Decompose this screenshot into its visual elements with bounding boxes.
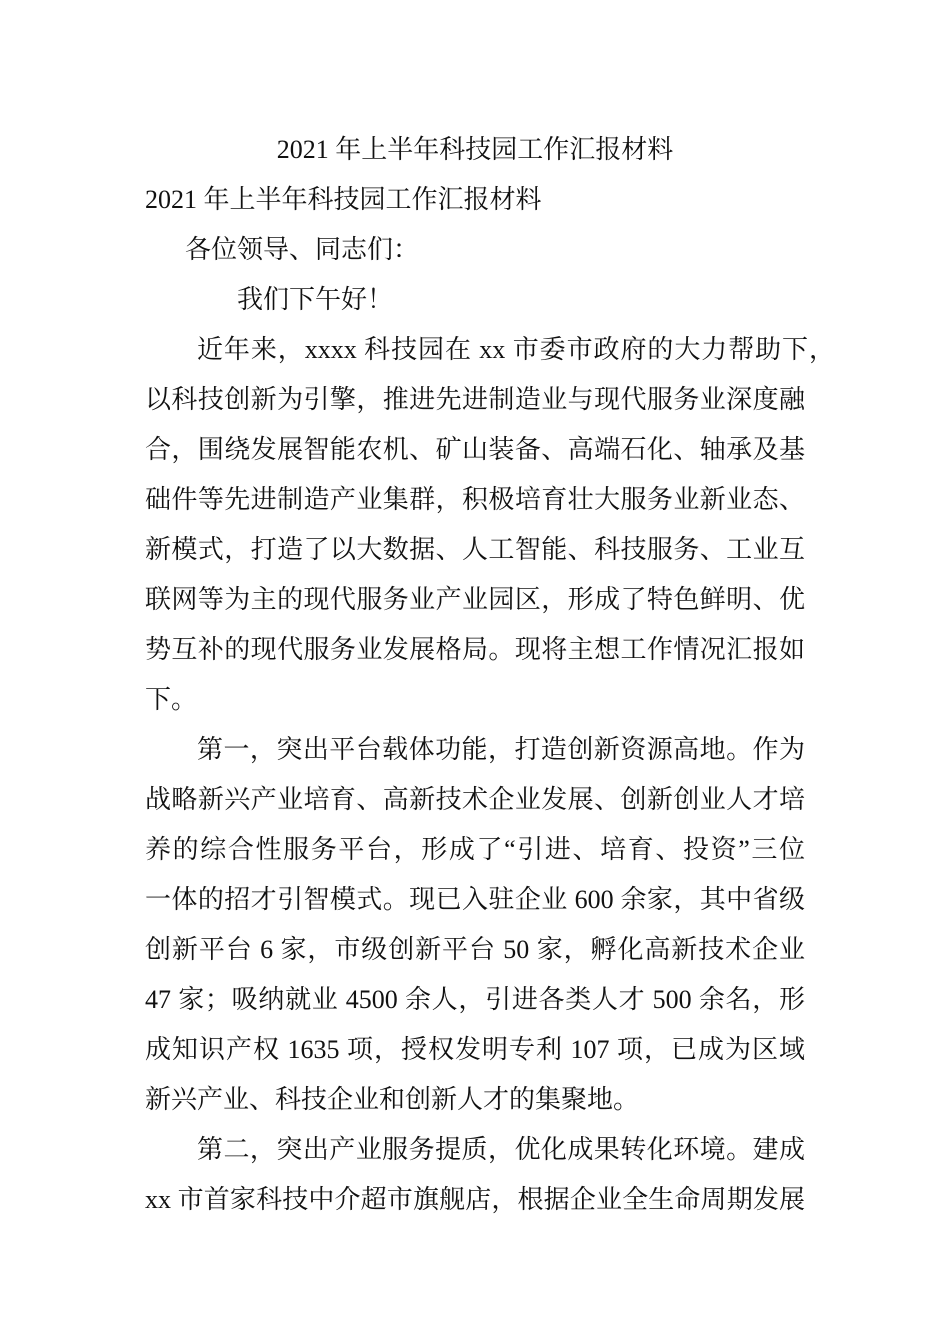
document-heading: 2021 年上半年科技园工作汇报材料 xyxy=(145,185,542,214)
document-body xyxy=(145,125,835,1225)
paragraph-line: 联网等为主的现代服务业产业园区，形成了特色鲜明、优 xyxy=(145,585,805,614)
paragraph-line: 以科技创新为引擎，推进先进制造业与现代服务业深度融 xyxy=(145,385,805,414)
paragraph-line: 一体的招才引智模式。现已入驻企业 600 余家，其中省级 xyxy=(145,885,805,914)
paragraph-line: 养的综合性服务平台，形成了“引进、培育、投资”三位 xyxy=(145,835,805,864)
paragraph-line: 47 家；吸纳就业 4500 余人，引进各类人才 500 余名，形 xyxy=(145,985,805,1014)
paragraph-line: xx 市首家科技中介超市旗舰店，根据企业全生命周期发展 xyxy=(145,1185,805,1214)
paragraph-introduction xyxy=(145,325,835,725)
paragraph-first-point xyxy=(145,725,805,1125)
paragraph-line: 第一，突出平台载体功能，打造创新资源高地。作为 xyxy=(197,735,805,764)
paragraph-second-point xyxy=(145,1125,805,1225)
paragraph-line: 成知识产权 1635 项，授权发明专利 107 项，已成为区域 xyxy=(145,1035,805,1064)
paragraph-line: 势互补的现代服务业发展格局。现将主想工作情况汇报如 xyxy=(145,635,805,664)
paragraph-line: 创新平台 6 家，市级创新平台 50 家，孵化高新技术企业 xyxy=(145,935,805,964)
paragraph-line: 新兴产业、科技企业和创新人才的集聚地。 xyxy=(145,1085,640,1114)
paragraph-line: 战略新兴产业培育、高新技术企业发展、创新创业人才培 xyxy=(145,785,805,814)
salutation: 我们下午好！ xyxy=(237,285,394,314)
greeting: 各位领导、同志们： xyxy=(185,235,420,264)
paragraph-line: 下。 xyxy=(145,685,198,714)
paragraph-line: 合，围绕发展智能农机、矿山装备、高端石化、轴承及基 xyxy=(145,435,805,464)
paragraph-line: 近年来，xxxx 科技园在 xx 市委市政府的大力帮助下， xyxy=(197,335,835,364)
paragraph-line: 础件等先进制造产业集群，积极培育壮大服务业新业态、 xyxy=(145,485,805,514)
paragraph-line: 新模式，打造了以大数据、人工智能、科技服务、工业互 xyxy=(145,535,805,564)
paragraph-line: 第二，突出产业服务提质，优化成果转化环境。建成 xyxy=(197,1135,805,1164)
document-title: 2021 年上半年科技园工作汇报材料 xyxy=(276,135,674,164)
